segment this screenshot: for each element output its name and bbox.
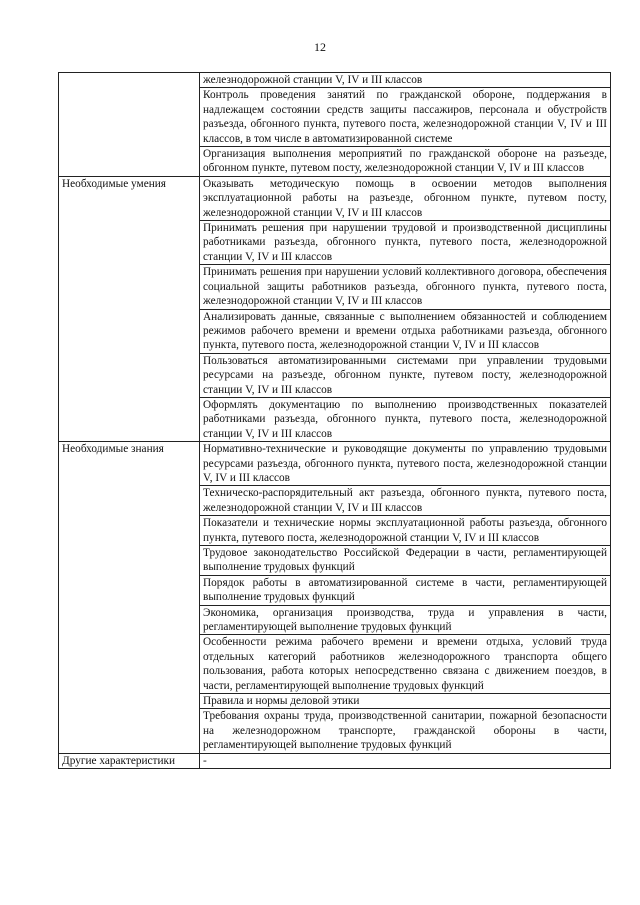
- section-item: Принимать решения при нарушении условий коллективного договора, обеспечения социальной защиты работников разъезда, обгонного пункта, путевого поста, железнодорожной станции V, IV и III классов: [200, 265, 611, 309]
- table-row: [59, 753, 611, 768]
- section-item: Пользоваться автоматизированными системами при управлении трудовыми ресурсами на разъезде, обгонном пункте, путевом посту, железнодорожной станции V, IV и III классов: [200, 353, 611, 397]
- competency-table-body: [59, 73, 611, 769]
- section-item: Организация выполнения мероприятий по гражданской обороне на разъезде, обгонном пункте, путевом посту, железнодорожной станции V, IV и III классов: [200, 147, 611, 177]
- section-item: Принимать решения при нарушении трудовой и производственной дисциплины работниками разъезда, обгонного пункта, путевого поста, железнодорожной станции V, IV и III классов: [200, 221, 611, 265]
- section-item: Техническо-распорядительный акт разъезда, обгонного пункта, путевого поста, железнодорожной станции V, IV и III классов: [200, 486, 611, 516]
- section-label: [59, 73, 200, 177]
- section-item: Показатели и технические нормы эксплуатационной работы разъезда, обгонного пункта, путевого поста, железнодорожной станции V, IV и III классов: [200, 516, 611, 546]
- section-label: Другие характеристики: [59, 753, 200, 768]
- table-row: [59, 176, 611, 220]
- section-item: Анализировать данные, связанные с выполнением обязанностей и соблюдением режимов рабочего времени и времени отдыха работниками разъезда, обгонного пункта, путевого поста, железнодорожной станции V, IV и III классов: [200, 309, 611, 353]
- section-item: Экономика, организация производства, труда и управления в части, регламентирующей выполнение трудовых функций: [200, 605, 611, 635]
- section-item: Оказывать методическую помощь в освоении методов выполнения эксплуатационной работы на разъезде, обгонном пункте, путевом посту, железнодорожной станции V, IV и III классов: [200, 176, 611, 220]
- table-row: [59, 73, 611, 88]
- section-item: Порядок работы в автоматизированной системе в части, регламентирующей выполнение трудовых функций: [200, 575, 611, 605]
- page-number: 12: [314, 40, 326, 54]
- section-item: железнодорожной станции V, IV и III классов: [200, 73, 611, 88]
- section-item: Нормативно-технические и руководящие документы по управлению трудовыми ресурсами разъезда, обгонного пункта, путевого поста, железнодорожной станции V, IV и III классов: [200, 442, 611, 486]
- competency-table: [58, 72, 611, 769]
- section-label: Необходимые знания: [59, 442, 200, 754]
- table-row: [59, 442, 611, 486]
- section-item: Особенности режима рабочего времени и времени отдыха, условий труда отдельных категорий работников железнодорожного транспорта общего пользования, работа которых непосредственно связана с движением поездов, в части, регламентирующей выполнение трудовых функций: [200, 635, 611, 694]
- section-item: Трудовое законодательство Российской Федерации в части, регламентирующей выполнение трудовых функций: [200, 546, 611, 576]
- section-item: Требования охраны труда, производственной санитарии, пожарной безопасности на железнодорожном транспорте, гражданской обороны в части, регламентирующей выполнение трудовых функций: [200, 709, 611, 753]
- section-label: Необходимые умения: [59, 176, 200, 441]
- section-item: Оформлять документацию по выполнению производственных показателей работниками разъезда, обгонного пункта, путевого поста, железнодорожной станции V, IV и III классов: [200, 397, 611, 441]
- section-item: -: [200, 753, 611, 768]
- section-item: Контроль проведения занятий по гражданской обороне, поддержания в надлежащем состоянии средств защиты пассажиров, персонала и обустройств разъезда, обгонного пункта, путевого поста, железнодорожной станции V, IV и III классов, в том числе в автоматизированной системе: [200, 88, 611, 147]
- section-item: Правила и нормы деловой этики: [200, 694, 611, 709]
